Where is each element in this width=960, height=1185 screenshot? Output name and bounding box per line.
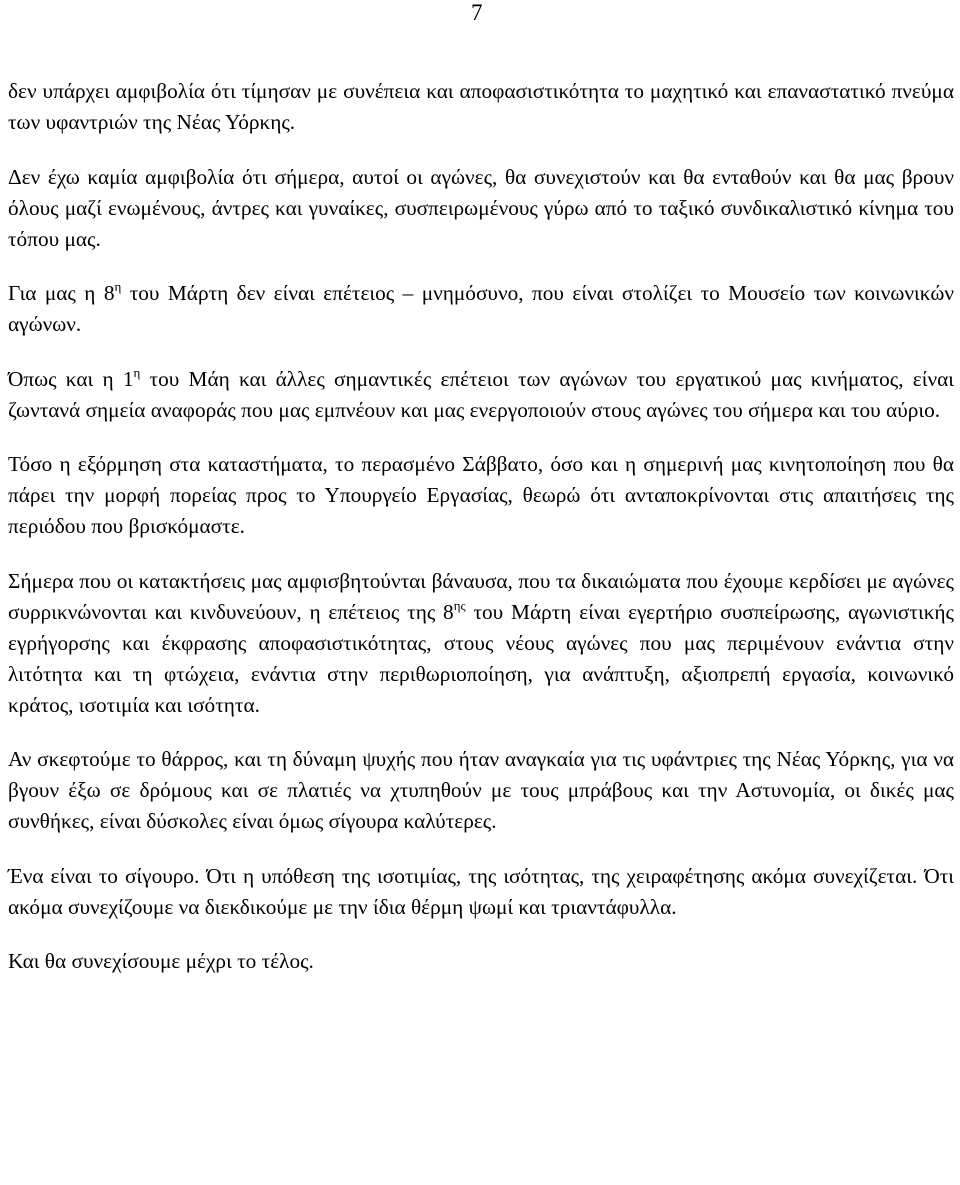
document-body [8, 76, 954, 977]
paragraph-3-text-end: του Μάρτη δεν είναι επέτειος – μνημόσυνο, που είναι στολίζει το Μουσείο των κοινωνικών αγώνων. [8, 281, 954, 336]
paragraph-3 [8, 278, 954, 340]
paragraph-1: δεν υπάρχει αμφιβολία ότι τίμησαν με συνέπεια και αποφασιστικότητα το μαχητικό και επαναστατικό πνεύμα των υφαντριών της Νέας Υόρκης. [8, 79, 954, 134]
paragraph-6-text-start: Σήμερα που οι κατακτήσεις μας αμφισβητούνται βάναυσα, που τα δικαιώματα που έχουμε κερδίσει με αγώνες συρρικνώνονται και κινδυνεύουν, η επέτειος της 8 [8, 568, 954, 624]
paragraph-4-text-start: Όπως και η 1 [8, 366, 134, 391]
paragraph-4-text-end: του Μάη και άλλες σημαντικές επέτειοι των αγώνων του εργατικού μας κινήματος, είναι ζωντανά σημεία αναφοράς που μας εμπνέουν και μας ενεργοποιούν στους αγώνες του σήμερα και του αύριο. [8, 366, 954, 422]
paragraph-2: Δεν έχω καμία αμφιβολία ότι σήμερα, αυτοί οι αγώνες, θα συνεχιστούν και θα ενταθούν και θα μας βρουν όλους μαζί ενωμένους, άντρες και γυναίκες, συσπειρωμένους γύρω από το ταξικό συνδικαλιστικό κίνημα του τόπου μας. [8, 164, 954, 251]
ordinal-superscript: η [114, 279, 122, 294]
paragraph-3-text-start: Για μας η 8 [8, 281, 115, 305]
paragraph-6-text-end: του Μάρτη είναι εγερτήριο συσπείρωσης, αγωνιστικής εγρήγορσης και έκφρασης αποφασιστικότητας, στους νέους αγώνες που μας περιμένουν ενάντια στην λιτότητα και τη φτώχεια, ενάντια στην περιθωριοποίηση, για ανάπτυξη, αξιοπρεπή εργασία, κοινωνικό κράτος, ισοτιμία και ισότητα. [8, 599, 954, 717]
paragraph-8: Ένα είναι το σίγουρο. Ότι η υπόθεση της ισοτιμίας, της ισότητας, της χειραφέτησης ακόμα συνεχίζεται. Ότι ακόμα συνεχίζουμε να διεκδικούμε με την ίδια θέρμη ψωμί και τριαντάφυλλα. [8, 863, 954, 919]
paragraph-7: Αν σκεφτούμε το θάρρος, και τη δύναμη ψυχής που ήταν αναγκαία για τις υφάντριες της Νέας Υόρκης, για να βγουν έξω σε δρόμους και σε πλατιές να χτυπηθούν με τους μπράβους και την Αστυνομία, οι δικές μας συνθήκες, είναι δύσκολες είναι όμως σίγουρα καλύτερες. [8, 747, 954, 833]
paragraph-5: Τόσο η εξόρμηση στα καταστήματα, το περασμένο Σάββατο, όσο και η σημερινή μας κινητοποίηση που θα πάρει την μορφή πορείας προς το Υπουργείο Εργασίας, θεωρώ ότι ανταποκρίνονται στις απαιτήσεις της περιόδου που βρισκόμαστε. [8, 452, 954, 538]
page-number: 7 [471, 0, 483, 25]
ordinal-superscript: η [133, 364, 141, 380]
paragraph-6 [8, 566, 954, 721]
paragraph-4 [8, 364, 954, 426]
ordinal-superscript: ης [453, 597, 466, 613]
paragraph-9: Και θα συνεχίσουμε μέχρι το τέλος. [8, 949, 314, 973]
